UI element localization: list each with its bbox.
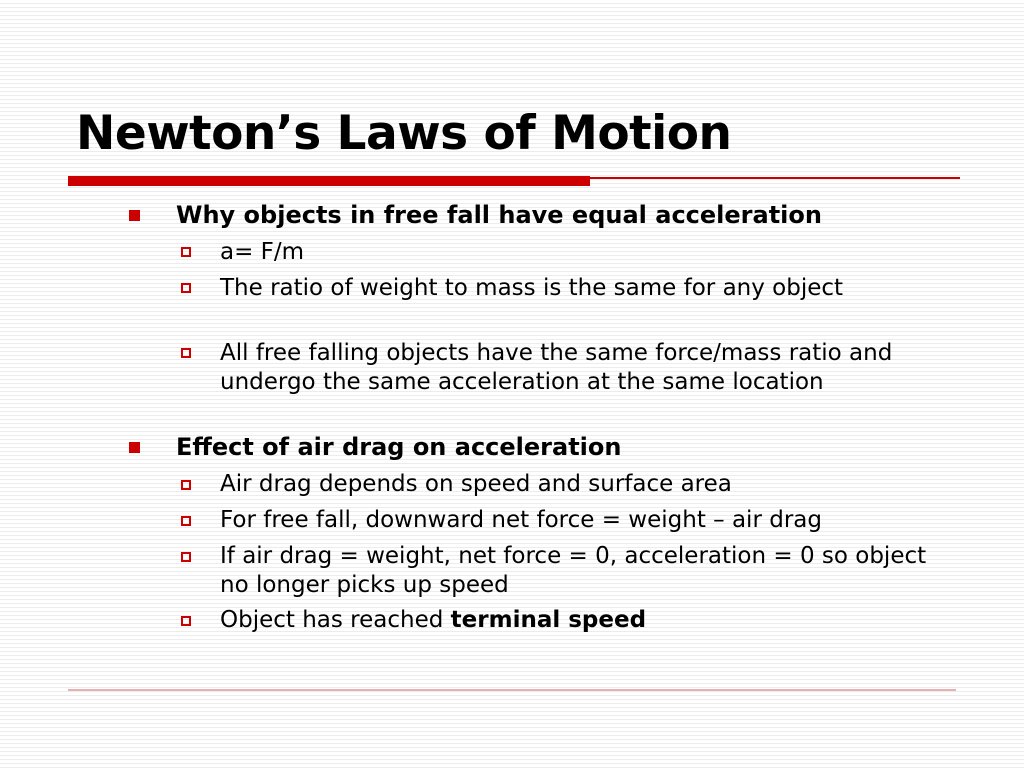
terminal-speed-emphasis: terminal speed	[450, 607, 647, 633]
hollow-square-bullet-icon	[181, 283, 191, 293]
hollow-square-bullet-icon	[181, 480, 191, 490]
section-heading: Why objects in free fall have equal acceleration	[176, 201, 822, 229]
list-item: Air drag depends on speed and surface area	[220, 471, 732, 497]
section-heading: Effect of air drag on acceleration	[176, 433, 622, 461]
list-item: For free fall, downward net force = weight – air drag	[220, 507, 822, 533]
filled-square-bullet-icon	[129, 442, 140, 453]
list-item: The ratio of weight to mass is the same for any object	[220, 275, 844, 301]
list-item: a= F/m	[220, 239, 305, 265]
footer-divider	[68, 689, 956, 691]
filled-square-bullet-icon	[129, 210, 140, 221]
list-item: If air drag = weight, net force = 0, acceleration = 0 so object no longer picks up speed	[220, 543, 927, 598]
slide-title: Newton’s Laws of Motion	[76, 106, 732, 161]
list-item	[220, 606, 960, 635]
hollow-square-bullet-icon	[181, 348, 191, 358]
hollow-square-bullet-icon	[181, 247, 191, 257]
hollow-square-bullet-icon	[181, 616, 191, 626]
hollow-square-bullet-icon	[181, 516, 191, 526]
list-item-text: Object has reached	[220, 607, 451, 633]
list-item: All free falling objects have the same force/mass ratio and undergo the same acceleration at the same location	[220, 340, 893, 395]
hollow-square-bullet-icon	[181, 552, 191, 562]
